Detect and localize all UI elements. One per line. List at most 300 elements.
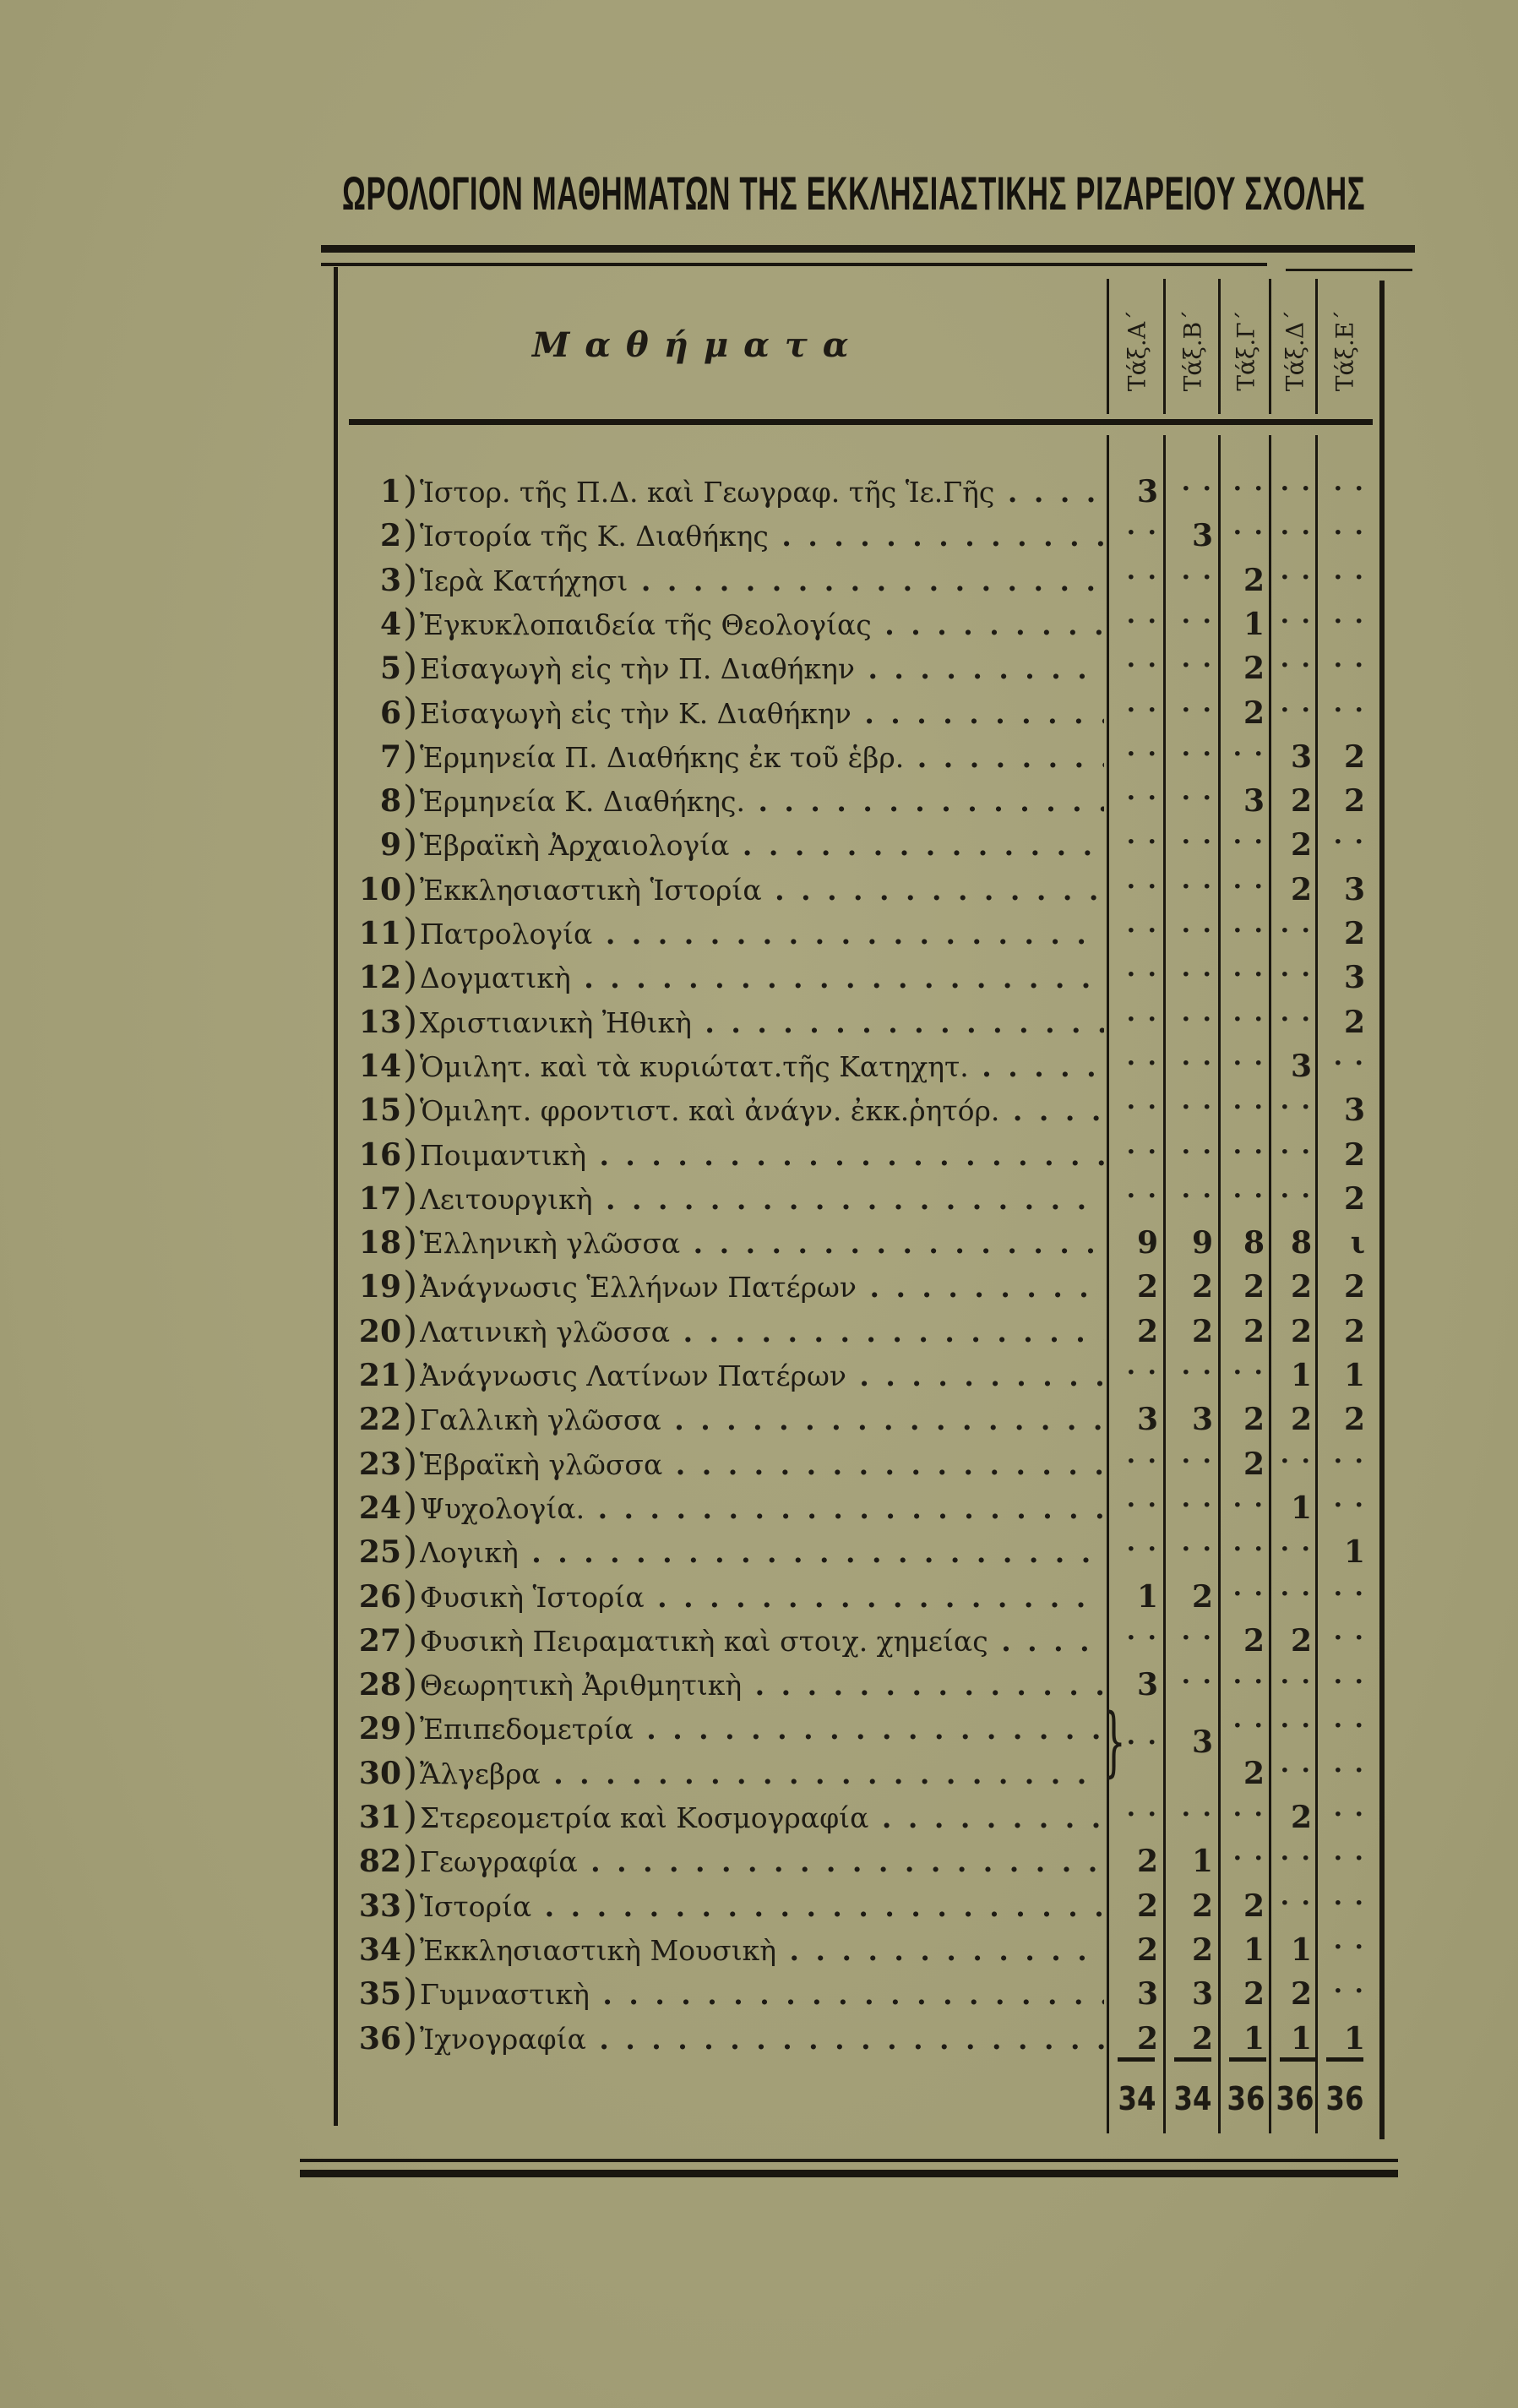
row-number-paren: ) — [403, 1529, 418, 1573]
hours-cell: · · — [1181, 1048, 1213, 1078]
table-row — [342, 1529, 1381, 1573]
table-row — [342, 822, 1381, 866]
row-number-paren: ) — [403, 469, 418, 512]
hours-cell: 3 — [1290, 738, 1312, 775]
hours-cell: 2 — [1343, 1136, 1365, 1173]
row-number: 16 — [358, 1136, 401, 1173]
table-row — [342, 867, 1381, 911]
table-row — [342, 1706, 1381, 1750]
table-row — [342, 469, 1381, 513]
hours-cell: · · — [1126, 1004, 1158, 1034]
row-number-paren: ) — [403, 1882, 418, 1926]
hours-cell: · · — [1232, 1490, 1265, 1520]
hours-cell: 2 — [1243, 1755, 1265, 1791]
table-row — [342, 1309, 1381, 1353]
hours-cell: · · — [1181, 1800, 1213, 1829]
sum-bar — [1229, 2057, 1266, 2062]
hours-cell: · · — [1126, 1490, 1158, 1520]
hours-cell: · · — [1126, 1136, 1158, 1167]
row-number: 27 — [358, 1622, 401, 1659]
hours-cell: 3 — [1343, 1092, 1365, 1129]
hours-cell: · · — [1280, 1578, 1312, 1609]
subject-label: Ἀνάγνωσις Λατίνων Πατέρων . . . — [420, 1359, 1104, 1392]
hours-cell: · · — [1333, 606, 1365, 636]
row-number: 18 — [358, 1225, 401, 1261]
hours-cell: · · — [1333, 1755, 1365, 1785]
page-title: ΩΡΟΛΟΓΙΟΝ ΜΑΘΗΜΑΤΩΝ ΤΗΣ ΕΚΚΛΗΣΙΑΣΤΙΚΗΣ ΡΙΖΑΡΕΙΟΥ ΣΧΟΛΗΣ — [342, 166, 1366, 220]
row-number: 22 — [358, 1402, 401, 1438]
top-thin-rule-dash — [1286, 269, 1412, 271]
hours-cell: 1 — [1290, 1490, 1312, 1526]
hours-cell: 2 — [1243, 1888, 1265, 1924]
hours-cell: · · — [1181, 1136, 1213, 1167]
hours-cell: 2 — [1290, 871, 1312, 907]
hours-cell: · · — [1126, 827, 1158, 858]
hours-cell: · · — [1232, 1358, 1265, 1387]
hours-cell: 2 — [1343, 1269, 1365, 1305]
table-row — [342, 558, 1381, 602]
row-number-paren: ) — [403, 513, 418, 557]
hours-cell: · · — [1280, 1844, 1312, 1874]
subject-label: Ἱστορία . . . — [420, 1890, 1104, 1923]
row-number-paren: ) — [403, 1175, 418, 1219]
hours-cell: · · — [1333, 695, 1365, 725]
table-row — [342, 1485, 1381, 1529]
row-number-paren: ) — [403, 1617, 418, 1661]
subject-label: Ψυχολογία. . . . — [420, 1492, 1104, 1525]
hours-cell: 2 — [1290, 783, 1312, 820]
column-divider — [1269, 279, 1271, 414]
hours-cell: · · — [1126, 871, 1158, 902]
hours-cell: · · — [1280, 1092, 1312, 1123]
hours-cell: · · — [1333, 1667, 1365, 1697]
hours-cell: 2 — [1343, 1402, 1365, 1438]
hours-cell: · · — [1232, 1711, 1265, 1741]
table-row — [342, 1839, 1381, 1882]
table-row — [342, 513, 1381, 557]
subject-label: Δογματικὴ . . . — [420, 962, 1104, 994]
subject-label: Θεωρητικὴ Ἀριθμητικὴ . . . — [420, 1669, 1104, 1702]
hours-cell: 1 — [1290, 1358, 1312, 1393]
hours-cell: · · — [1126, 1446, 1158, 1476]
subject-label: Ἑβραϊκὴ Ἀρχαιολογία . . . — [420, 829, 1104, 862]
hours-cell: · · — [1181, 1534, 1213, 1565]
hours-cell: · · — [1232, 1180, 1265, 1211]
class-header — [1166, 283, 1220, 418]
hours-cell: 1 — [1243, 606, 1265, 642]
hours-cell: 1 — [1191, 1844, 1213, 1880]
row-number: 19 — [358, 1269, 401, 1305]
hours-cell: · · — [1232, 1136, 1265, 1167]
hours-cell: · · — [1181, 960, 1213, 990]
row-number: 28 — [358, 1667, 401, 1703]
table-row — [342, 1441, 1381, 1485]
row-number: 8 — [379, 783, 401, 820]
hours-cell: 3 — [1343, 960, 1365, 996]
row-number-paren: ) — [403, 1971, 418, 2015]
subject-label: Ἐγκυκλοπαιδεία τῆς Θεολογίας . . . — [420, 608, 1104, 641]
table-row — [342, 1883, 1381, 1927]
class-header — [1318, 283, 1372, 418]
hours-cell: · · — [1232, 1092, 1265, 1123]
hours-cell: 2 — [1343, 738, 1365, 775]
row-number-paren: ) — [403, 1397, 418, 1441]
hours-cell: · · — [1280, 1004, 1312, 1034]
subject-label: Γυμναστικὴ . . . — [420, 1978, 1104, 2011]
table-row — [342, 1220, 1381, 1264]
hours-cell: · · — [1181, 1490, 1213, 1520]
row-number-paren: ) — [403, 1926, 418, 1970]
hours-cell: · · — [1333, 827, 1365, 858]
hours-cell: 2 — [1290, 1976, 1312, 2013]
hours-cell: 2 — [1136, 1313, 1158, 1349]
subjects-header: Μαθήματα — [532, 325, 864, 365]
hours-cell: · · — [1280, 518, 1312, 548]
row-number-paren: ) — [403, 955, 418, 999]
hours-cell: · · — [1181, 783, 1213, 814]
sum-bar — [1280, 2057, 1317, 2062]
row-number: 21 — [358, 1358, 401, 1393]
hours-cell: 2 — [1243, 1446, 1265, 1482]
hours-cell: 2 — [1343, 1313, 1365, 1349]
hours-cell: 2 — [1191, 1313, 1213, 1349]
hours-cell: · · — [1333, 474, 1365, 504]
hours-cell: 2 — [1191, 1888, 1213, 1924]
hours-cell: 2 — [1136, 2020, 1158, 2057]
subject-label: Ἐπιπεδομετρία . . . — [420, 1713, 1104, 1746]
hours-cell: 3 — [1290, 1048, 1312, 1084]
row-number-paren: ) — [403, 1662, 418, 1706]
table-row — [342, 778, 1381, 822]
hours-cell: · · — [1126, 960, 1158, 990]
hours-cell: · · — [1232, 474, 1265, 504]
hours-cell: · · — [1280, 1534, 1312, 1565]
hours-cell: · · — [1333, 1976, 1365, 2007]
hours-cell: 2 — [1343, 1180, 1365, 1217]
row-number-paren: ) — [403, 1087, 418, 1131]
table-row — [342, 1751, 1381, 1795]
row-number-paren: ) — [403, 557, 418, 601]
hours-cell: 1 — [1343, 1534, 1365, 1571]
hours-cell: · · — [1333, 562, 1365, 592]
table-row — [342, 1795, 1381, 1839]
subject-label: Εἰσαγωγὴ εἰς τὴν Κ. Διαθήκην . . . — [420, 697, 1104, 730]
row-number: 7 — [379, 738, 401, 775]
hours-cell: · · — [1232, 1534, 1265, 1565]
subject-label: Λειτουργικὴ . . . — [420, 1183, 1104, 1216]
hours-cell: · · — [1333, 518, 1365, 548]
row-number-paren: ) — [403, 911, 418, 954]
row-number: 23 — [358, 1446, 401, 1482]
hours-cell: 3 — [1343, 871, 1365, 907]
subject-label: Χριστιανικὴ Ἠθικὴ . . . — [420, 1006, 1104, 1039]
hours-cell: · · — [1126, 1180, 1158, 1211]
table-row — [342, 955, 1381, 999]
hours-cell: 3 — [1191, 1976, 1213, 2013]
subject-label: Εἰσαγωγὴ εἰς τὴν Π. Διαθήκην . . . — [420, 652, 1104, 685]
hours-cell: 2 — [1136, 1931, 1158, 1968]
row-number: 82 — [358, 1844, 401, 1880]
row-number-paren: ) — [403, 689, 418, 733]
hours-cell: · · — [1280, 1180, 1312, 1211]
hours-cell: 1 — [1343, 2020, 1365, 2057]
hours-cell: · · — [1126, 1048, 1158, 1078]
hours-cell: 2 — [1243, 562, 1265, 598]
hours-cell: 2 — [1191, 1269, 1213, 1305]
row-number-paren: ) — [403, 1043, 418, 1087]
hours-cell: 2 — [1243, 1976, 1265, 2013]
row-number: 25 — [358, 1534, 401, 1571]
table-row — [342, 1618, 1381, 1662]
column-divider — [1315, 279, 1318, 414]
row-number: 20 — [358, 1313, 401, 1349]
hours-cell: · · — [1126, 695, 1158, 725]
subject-label: Γαλλικὴ γλῶσσα . . . — [420, 1403, 1104, 1436]
hours-cell: · · — [1280, 1446, 1312, 1476]
hours-cell: 2 — [1136, 1269, 1158, 1305]
hours-cell: · · — [1126, 1358, 1158, 1387]
hours-cell: 2 — [1136, 1844, 1158, 1880]
table-row — [342, 1353, 1381, 1397]
row-number: 13 — [358, 1004, 401, 1040]
hours-cell: · · — [1181, 1622, 1213, 1653]
total-hours: 34 — [1118, 2080, 1156, 2117]
row-number: 2 — [379, 518, 401, 554]
table-row — [342, 1176, 1381, 1220]
subject-label: Ἑβραϊκὴ γλῶσσα . . . — [420, 1448, 1104, 1481]
row-number-paren: ) — [403, 1131, 418, 1175]
hours-cell: · · — [1232, 871, 1265, 902]
table-row — [342, 1662, 1381, 1706]
row-number: 30 — [358, 1755, 401, 1791]
hours-cell: · · — [1280, 695, 1312, 725]
row-number-paren: ) — [403, 1839, 418, 1882]
table-row — [342, 734, 1381, 778]
table-row — [342, 1927, 1381, 1971]
hours-cell: 1 — [1243, 2020, 1265, 2057]
hours-cell: · · — [1333, 1711, 1365, 1741]
hours-cell: 9 — [1191, 1225, 1213, 1261]
hours-cell: · · — [1280, 1711, 1312, 1741]
hours-cell: 2 — [1343, 1004, 1365, 1040]
row-number: 14 — [358, 1048, 401, 1084]
hours-cell: 2 — [1343, 783, 1365, 820]
row-number: 31 — [358, 1800, 401, 1835]
hours-cell: · · — [1333, 1048, 1365, 1078]
hours-cell: · · — [1181, 916, 1213, 945]
row-number: 12 — [358, 960, 401, 996]
hours-cell: · · — [1181, 1180, 1213, 1211]
row-number: 10 — [358, 871, 401, 907]
hours-cell: 2 — [1290, 1622, 1312, 1659]
hours-cell: · · — [1181, 738, 1213, 769]
hours-cell: 2 — [1243, 1402, 1265, 1438]
hours-cell: · · — [1126, 606, 1158, 636]
hours-cell: · · — [1280, 1667, 1312, 1697]
hours-cell: 2 — [1243, 1313, 1265, 1349]
hours-cell: 2 — [1243, 1622, 1265, 1659]
row-number-paren: ) — [403, 778, 418, 822]
hours-cell: · · — [1181, 562, 1213, 592]
hours-cell: 9 — [1136, 1225, 1158, 1261]
hours-cell: · · — [1333, 1490, 1365, 1520]
subject-label: Ἱστορ. τῆς Π.Δ. καὶ Γεωγραφ. τῆς Ἱε.Γῆς . . . — [420, 476, 1104, 509]
merged-hours-cell-b: 3 — [1191, 1724, 1213, 1761]
hours-cell: · · — [1232, 518, 1265, 548]
row-number: 11 — [358, 916, 401, 951]
hours-cell: · · — [1232, 1844, 1265, 1874]
sum-bar — [1174, 2057, 1211, 2062]
hours-cell: 2 — [1290, 1269, 1312, 1305]
hours-cell: · · — [1232, 1048, 1265, 1078]
hours-cell: · · — [1181, 1667, 1213, 1697]
hours-cell: · · — [1126, 651, 1158, 681]
table-row — [342, 1397, 1381, 1441]
hours-cell: · · — [1232, 916, 1265, 945]
row-number-paren: ) — [403, 2015, 418, 2059]
hours-cell: · · — [1280, 1888, 1312, 1918]
hours-cell: 2 — [1136, 1888, 1158, 1924]
row-number-paren: ) — [403, 1573, 418, 1617]
total-hours: 36 — [1325, 2080, 1364, 2117]
table-left-border — [334, 267, 338, 2126]
subject-label: Γεωγραφία . . . — [420, 1845, 1104, 1878]
hours-cell: · · — [1280, 562, 1312, 592]
subject-label: Λατινικὴ γλῶσσα . . . — [420, 1316, 1104, 1348]
column-divider — [1163, 279, 1166, 414]
hours-cell: · · — [1181, 651, 1213, 681]
hours-cell: · · — [1126, 738, 1158, 769]
table-row — [342, 1087, 1381, 1131]
table-row — [342, 1574, 1381, 1618]
subject-label: Ποιμαντικὴ . . . — [420, 1139, 1104, 1172]
hours-cell: · · — [1333, 1931, 1365, 1962]
bottom-thick-rule — [300, 2170, 1398, 2177]
hours-cell: 2 — [1290, 1800, 1312, 1835]
column-divider — [1107, 279, 1109, 414]
class-header-label: Τάξ.Β΄ — [1178, 309, 1207, 392]
hours-cell: 1 — [1290, 2020, 1312, 2057]
hours-cell: 8 — [1243, 1225, 1265, 1261]
row-number-paren: ) — [403, 822, 418, 866]
total-hours: 36 — [1276, 2080, 1314, 2117]
hours-cell: · · — [1181, 871, 1213, 902]
row-number: 26 — [358, 1578, 401, 1615]
subject-label: Φυσικὴ Ἱστορία . . . — [420, 1581, 1104, 1614]
hours-cell: · · — [1232, 960, 1265, 990]
hours-cell: · · — [1280, 606, 1312, 636]
row-number-paren: ) — [403, 1795, 418, 1838]
row-number-paren: ) — [403, 1220, 418, 1264]
hours-cell: · · — [1126, 1800, 1158, 1829]
hours-cell: · · — [1126, 1622, 1158, 1653]
hours-cell: 2 — [1290, 1402, 1312, 1438]
row-number-paren: ) — [403, 1485, 418, 1528]
class-header-label: Τάξ.Γ΄ — [1232, 310, 1260, 391]
hours-cell: · · — [1333, 1800, 1365, 1829]
hours-cell: · · — [1126, 783, 1158, 814]
table-row — [342, 1264, 1381, 1308]
brace-mark: } — [1102, 1697, 1126, 1787]
row-number-paren: ) — [403, 646, 418, 689]
row-number-paren: ) — [403, 601, 418, 645]
total-hours: 34 — [1173, 2080, 1212, 2117]
row-number: 33 — [358, 1888, 401, 1924]
subject-label: Ὁμιλητ. καὶ τὰ κυριώτατ.τῆς Κατηχητ. . . . — [420, 1050, 1104, 1083]
table-row — [342, 2016, 1381, 2060]
hours-cell: · · — [1181, 695, 1213, 725]
subject-label: Ἰχνογραφία . . . — [420, 2023, 1104, 2056]
subject-label: Ἐκκλησιαστικὴ Μουσικὴ . . . — [420, 1934, 1104, 1967]
row-number-paren: ) — [403, 1750, 418, 1794]
hours-cell: 2 — [1343, 916, 1365, 951]
top-thick-rule — [321, 245, 1415, 253]
subject-label: Ἱερὰ Κατήχησι . . . — [420, 564, 1104, 597]
hours-cell: 1 — [1136, 1578, 1158, 1615]
class-header — [1109, 283, 1165, 418]
hours-cell: · · — [1232, 827, 1265, 858]
merged-hours-cell-a: · · — [1126, 1728, 1158, 1758]
hours-cell: 3 — [1136, 474, 1158, 509]
subject-label: Ἑρμηνεία Κ. Διαθήκης. . . . — [420, 785, 1104, 818]
hours-cell: 2 — [1191, 1578, 1213, 1615]
row-number: 24 — [358, 1490, 401, 1526]
row-number: 34 — [358, 1931, 401, 1968]
sum-bar — [1326, 2057, 1363, 2062]
hours-cell: 1 — [1343, 1358, 1365, 1393]
hours-cell: 2 — [1191, 1931, 1213, 1968]
hours-cell: · · — [1333, 1888, 1365, 1918]
row-number: 35 — [358, 1976, 401, 2013]
subject-label: Φυσικὴ Πειραματικὴ καὶ στοιχ. χημείας . . . — [420, 1625, 1104, 1658]
total-hours: 36 — [1227, 2080, 1265, 2117]
hours-cell: 3 — [1243, 783, 1265, 820]
table-row — [342, 1043, 1381, 1087]
row-number-paren: ) — [403, 1706, 418, 1750]
subject-label: Ὁμιλητ. φροντιστ. καὶ ἀνάγν. ἐκκ.ῥητόρ. . . . — [420, 1094, 1104, 1127]
sum-bar — [1118, 2057, 1155, 2062]
subject-label: Πατρολογία . . . — [420, 918, 1104, 951]
row-number: 6 — [379, 695, 401, 731]
subject-label: Ἄλγεβρα . . . — [420, 1757, 1104, 1790]
hours-cell: · · — [1126, 562, 1158, 592]
hours-cell: 2 — [1290, 827, 1312, 864]
column-divider — [1218, 279, 1221, 414]
class-header — [1271, 283, 1319, 418]
table-row — [342, 690, 1381, 734]
class-header-label: Τάξ.Δ΄ — [1281, 309, 1309, 392]
hours-cell: · · — [1232, 1004, 1265, 1034]
hours-cell: 2 — [1243, 695, 1265, 731]
hours-cell: · · — [1232, 738, 1265, 769]
row-number: 9 — [379, 827, 401, 864]
table-row — [342, 646, 1381, 689]
row-number: 29 — [358, 1711, 401, 1747]
hours-cell: 1 — [1243, 1931, 1265, 1968]
table-row — [342, 1132, 1381, 1176]
bottom-thin-rule — [300, 2159, 1398, 2162]
hours-cell: · · — [1181, 1092, 1213, 1123]
hours-cell: 3 — [1136, 1976, 1158, 2013]
hours-cell: · · — [1126, 518, 1158, 548]
hours-cell: · · — [1126, 1534, 1158, 1565]
hours-cell: 3 — [1136, 1667, 1158, 1703]
hours-cell: · · — [1280, 1755, 1312, 1785]
hours-cell: · · — [1181, 1446, 1213, 1476]
table-row — [342, 1000, 1381, 1043]
subject-label: Ἑλληνικὴ γλῶσσα . . . — [420, 1227, 1104, 1260]
hours-cell: · · — [1181, 1004, 1213, 1034]
